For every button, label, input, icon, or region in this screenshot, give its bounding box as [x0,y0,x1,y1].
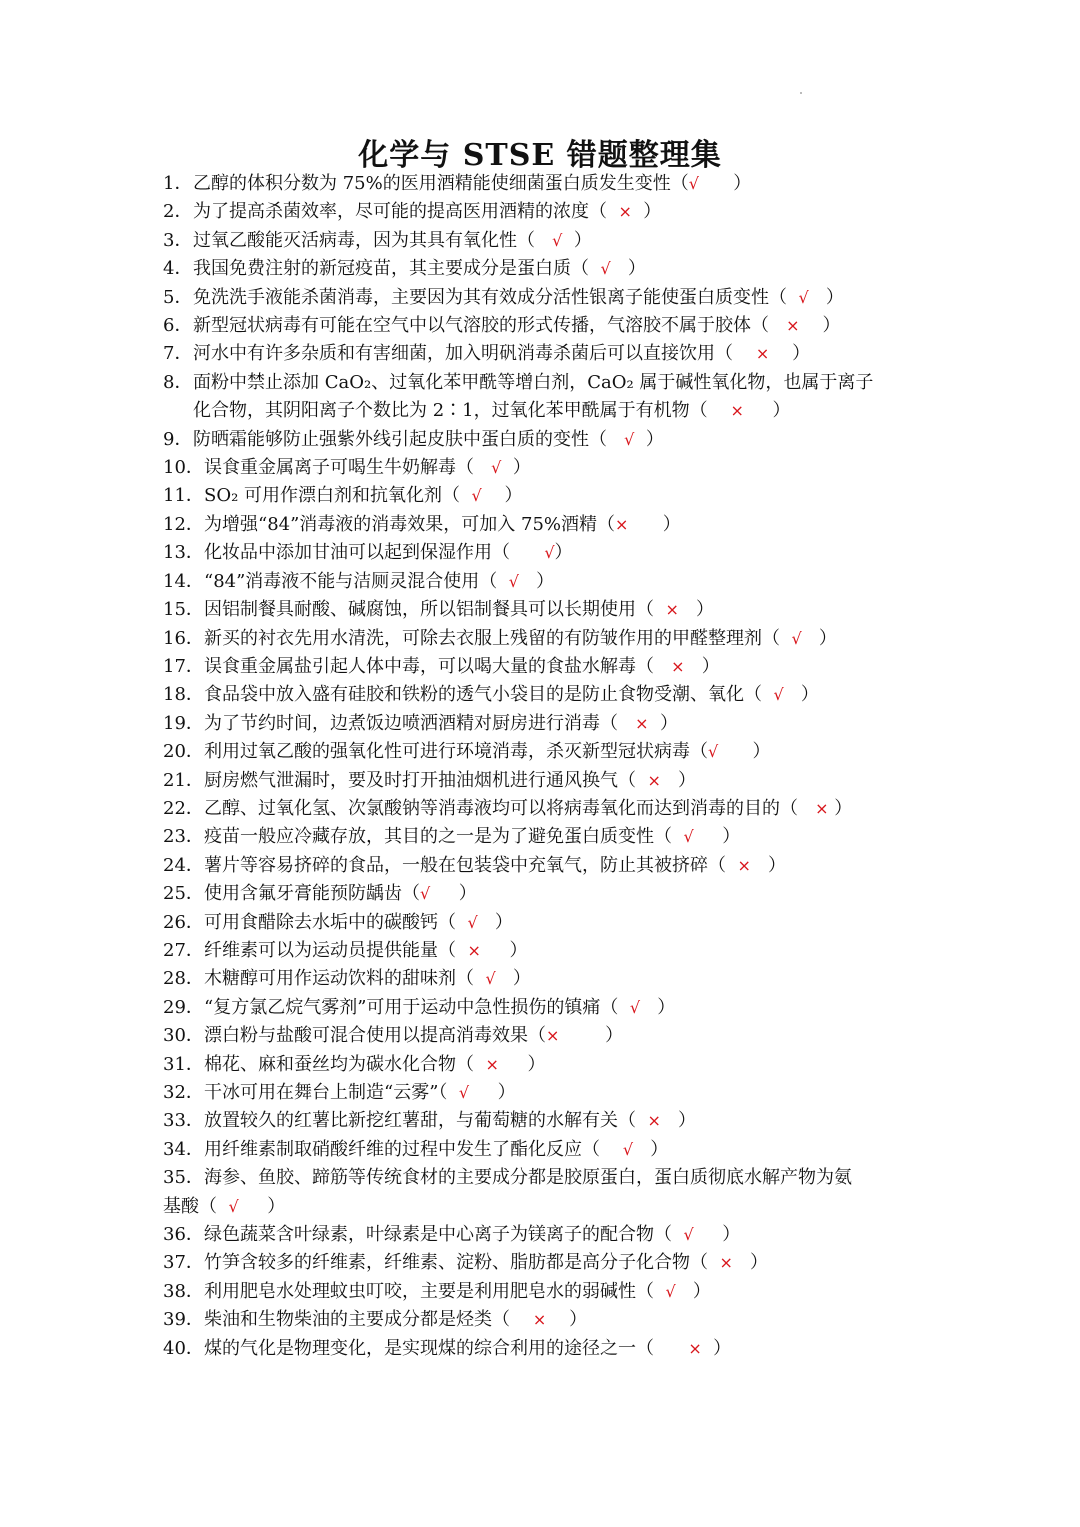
check-mark-icon: √ [683,827,694,847]
answer-paren-close: ） [518,570,555,592]
check-mark-icon: √ [688,174,699,193]
question-item [163,994,933,1022]
question-text: 煤的气化是物理变化，是实现煤的综合利用的途径之一（ [204,1337,689,1359]
page-title: 化学与 STSE 错题整理集 [358,138,722,173]
page-speck [800,92,802,94]
question-item [163,170,933,198]
answer-paren-close: ） [693,1224,741,1246]
check-mark-icon: √ [798,287,809,307]
question-number: 27． [163,939,204,961]
cross-mark-icon: × [665,600,679,620]
question-number: 14． [163,570,204,592]
question-number: 22． [163,797,204,819]
answer-paren-close: ） [546,1309,588,1331]
question-item [163,1136,933,1164]
answer-paren-close: ） [634,428,664,450]
question-item [163,1079,933,1107]
question-number: 19． [163,712,204,734]
check-mark-icon: √ [458,1083,470,1102]
question-number: 37． [163,1252,204,1274]
question-number: 26． [163,911,204,933]
question-item [163,1164,933,1221]
question-text: 竹笋含较多的纤维素，纤维素、淀粉、脂肪都是高分子化合物（ [204,1252,720,1274]
question-number: 7． [163,343,193,365]
check-mark-icon: √ [471,486,482,506]
question-item [163,1022,933,1050]
question-item [163,539,933,567]
question-text: 免洗洗手液能杀菌消毒，主要因为其有效成分活性银离子能使蛋白质变性（ [193,286,799,308]
check-mark-icon: √ [791,628,802,648]
question-item [163,937,933,965]
answer-paren-close: ） [628,513,681,535]
answer-paren-close: ） [769,343,811,365]
question-item [163,1306,933,1334]
question-number: 34． [163,1138,204,1160]
answer-paren-close: ） [633,1138,669,1160]
answer-paren-close: ） [684,655,720,677]
question-text: 放置较久的红薯比新挖红薯甜，与葡萄糖的水解有关（ [204,1110,648,1132]
question-text: 柴油和生物柴油的主要成分都是烃类（ [204,1309,533,1331]
cross-mark-icon: × [737,855,751,875]
cross-mark-icon: × [786,316,800,336]
cross-mark-icon: × [647,770,661,790]
question-text: 为增强“84”消毒液的消毒效果，可加入 75%酒精（ [204,513,616,535]
question-text: 河水中有许多杂质和有害细菌，加入明矾消毒杀菌后可以直接饮用（ [193,343,756,365]
question-item [163,1051,933,1079]
question-item [163,568,933,596]
cross-mark-icon: × [815,798,829,818]
question-text: “复方氯乙烷气雾剂”可用于运动中急性损伤的镇痛（ [204,996,630,1018]
question-text: 误食重金属离子可喝生牛奶解毒（ [204,457,492,479]
question-text: 棉花、麻和蚕丝均为碳水化合物（ [204,1053,486,1075]
question-text: 厨房燃气泄漏时，要及时打开抽油烟机进行通风换气（ [204,769,648,791]
answer-paren-close: ） [430,883,477,905]
answer-paren-close: ） [501,457,531,479]
check-mark-icon: √ [708,742,719,762]
cross-mark-icon: × [485,1054,499,1074]
cross-mark-icon: × [688,1338,702,1358]
answer-paren-close: ） [562,229,592,251]
cross-mark-icon: × [647,1111,661,1131]
question-number: 20． [163,741,204,763]
question-number: 32． [163,1082,204,1103]
check-mark-icon: √ [420,884,431,904]
answer-paren-close: ） [238,1195,286,1217]
question-item [163,1221,933,1249]
answer-paren-close: ） [559,1025,624,1047]
question-item [163,1335,933,1363]
question-number: 29． [163,996,204,1018]
check-mark-icon: √ [622,1139,634,1159]
answer-paren-close: ） [808,286,844,308]
question-number: 16． [163,627,204,649]
question-number: 9． [163,428,193,450]
question-item [163,426,933,454]
question-text: 过氧乙酸能灭活病毒，因为其具有氧化性（ [193,229,553,251]
answer-paren-close: ） [631,201,662,223]
question-number: 24． [163,854,204,876]
question-text: 疫苗一般应冷藏存放，其目的之一是为了避免蛋白质变性（ [204,826,684,848]
question-item [163,198,933,226]
check-mark-icon: √ [629,997,641,1017]
check-mark-icon: √ [491,458,502,478]
question-item [163,1107,933,1135]
question-text: 纤维素可以为运动员提供能量（ [204,939,468,961]
cross-mark-icon: × [755,344,770,364]
question-text: 利用肥皂水处理蚊虫叮咬，主要是利用肥皂水的弱碱性（ [204,1280,666,1302]
answer-paren-close: ） [675,1280,711,1302]
answer-paren-close: ） [698,173,752,194]
question-number: 31． [163,1053,204,1075]
question-number: 30． [163,1025,204,1047]
answer-paren-close: ） [701,1337,732,1359]
answer-paren-close: ） [660,769,697,791]
answer-paren-close: ） [783,684,819,706]
question-number: 6． [163,315,193,337]
question-number: 33． [163,1110,204,1132]
cross-mark-icon: × [719,1253,733,1273]
cross-mark-icon: × [467,940,481,960]
question-item [163,1249,933,1277]
answer-paren-close: ） [481,485,523,507]
question-item [163,454,933,482]
question-item [163,880,933,908]
answer-paren-close: ） [469,1082,516,1103]
question-text: 使用含氟牙膏能预防龋齿（ [204,883,420,905]
question-text: 为了提高杀菌效率，尽可能的提高医用酒精的浓度（ [193,201,619,223]
question-item [163,511,933,539]
question-text-line2: 化合物，其阴阳离子个数比为 2∶1，过氧化苯甲酰属于有机物（ [193,400,731,422]
question-text: 薯片等容易挤碎的食品，一般在包装袋中充氧气，防止其被挤碎（ [204,854,738,876]
question-item [163,965,933,993]
question-text: 为了节约时间，边煮饭边喷洒酒精对厨房进行消毒（ [204,712,636,734]
question-item [163,369,933,426]
question-text: 误食重金属盐引起人体中毒，可以喝大量的食盐水解毒（ [204,655,672,677]
question-item [163,227,933,255]
question-text: 新型冠状病毒有可能在空气中以气溶胶的形式传播，气溶胶不属于胶体（ [193,315,787,337]
question-text-continued [163,1193,933,1221]
answer-paren-close: ） [480,939,528,961]
question-number: 23． [163,826,204,848]
question-text: 可用食醋除去水垢中的碳酸钙（ [204,911,468,933]
check-mark-icon: √ [683,1225,694,1245]
question-item [163,596,933,624]
question-text: SO₂ 可用作漂白剂和抗氧化剂（ [204,485,472,507]
question-number: 28． [163,968,204,990]
question-number: 10． [163,457,204,479]
question-number: 39． [163,1309,204,1331]
cross-mark-icon: × [671,656,685,676]
question-text: 食品袋中放入盛有硅胶和铁粉的透气小袋目的是防止食物受潮、氧化（ [204,684,774,706]
question-item [163,710,933,738]
question-text: 乙醇、过氧化氢、次氯酸钠等消毒液均可以将病毒氧化而达到消毒的目的（ [204,797,816,819]
answer-paren-close: ） [648,712,679,734]
question-text-line2: 基酸（ [163,1195,229,1217]
question-item [163,767,933,795]
question-text: 新买的衬衣先用水清洗，可除去衣服上残留的有防皱作用的甲醛整理剂（ [204,627,792,649]
question-item [163,681,933,709]
question-item [163,1278,933,1306]
check-mark-icon: √ [508,571,519,591]
check-mark-icon: √ [467,912,478,932]
answer-paren-close: ） [828,797,853,819]
answer-paren-close: ） [801,627,837,649]
question-number: 12． [163,513,204,535]
answer-paren-close: ） [750,854,787,876]
question-item [163,625,933,653]
answer-paren-close: ） [718,741,771,763]
question-text: 用纤维素制取硝酸纤维的过程中发生了酯化反应（ [204,1138,623,1160]
question-item [163,255,933,283]
answer-paren-close: ） [693,826,741,848]
question-number: 25． [163,883,204,905]
answer-paren-close: ） [743,400,791,422]
question-item [163,312,933,340]
question-number: 40． [163,1337,204,1359]
check-mark-icon: √ [485,969,496,989]
check-mark-icon: √ [624,429,635,449]
check-mark-icon: √ [228,1196,239,1216]
question-text: 面粉中禁止添加 CaO₂、过氧化苯甲酰等增白剂，CaO₂ 属于碱性氧化物，也属于离子 [193,371,874,393]
question-number: 4． [163,258,193,280]
question-item [163,284,933,312]
check-mark-icon: √ [600,259,611,279]
question-number: 35． [163,1167,204,1189]
question-number: 2． [163,201,193,223]
question-text: 绿色蔬菜含叶绿素，叶绿素是中心离子为镁离子的配合物（ [204,1224,684,1246]
question-item [163,823,933,851]
question-text: 利用过氧乙酸的强氧化性可进行环境消毒，杀灭新型冠状病毒（ [204,741,708,763]
question-number: 5． [163,286,193,308]
question-number: 3． [163,229,193,251]
cross-mark-icon: × [618,202,632,222]
question-number: 1． [163,173,193,194]
question-number: 36． [163,1224,204,1246]
answer-paren-close: ） [495,968,531,990]
question-number: 8． [163,371,193,393]
question-item [163,795,933,823]
answer-paren-close: ） [640,996,676,1018]
question-item [163,340,933,368]
question-number: 13． [163,542,204,564]
answer-paren-close: ） [610,258,646,280]
check-mark-icon: √ [544,543,555,563]
question-text-continued [163,397,933,425]
cross-mark-icon: × [546,1026,560,1046]
answer-paren-close: ） [660,1110,697,1132]
question-number: 17． [163,655,204,677]
answer-paren-close: ） [498,1053,546,1075]
cross-mark-icon: × [635,713,649,733]
check-mark-icon: √ [665,1281,676,1301]
question-text: 海参、鱼胶、蹄筋等传统食材的主要成分都是胶原蛋白，蛋白质彻底水解产物为氨 [204,1167,852,1189]
cross-mark-icon: × [730,401,744,421]
question-text: 我国免费注射的新冠疫苗，其主要成分是蛋白质（ [193,258,601,280]
question-item [163,738,933,766]
question-list [163,170,933,1363]
question-text: 因铝制餐具耐酸、碱腐蚀，所以铝制餐具可以长期使用（ [204,599,666,621]
question-text: 化妆品中添加甘油可以起到保湿作用（ [204,542,545,564]
cross-mark-icon: × [532,1310,547,1330]
question-item [163,852,933,880]
answer-paren-close: ） [732,1252,769,1274]
cross-mark-icon: × [615,514,629,534]
question-number: 38． [163,1280,204,1302]
question-text: 干冰可用在舞台上制造“云雾”（ [204,1082,459,1103]
question-item [163,482,933,510]
question-number: 11． [163,485,204,507]
question-text: 木糖醇可用作运动饮料的甜味剂（ [204,968,486,990]
question-text: 乙醇的体积分数为 75%的医用酒精能使细菌蛋白质发生变性（ [193,173,689,194]
question-text: 漂白粉与盐酸可混合使用以提高消毒效果（ [204,1025,546,1047]
question-text: 防晒霜能够防止强紫外线引起皮肤中蛋白质的变性（ [193,428,625,450]
question-number: 18． [163,684,204,706]
answer-paren-close: ） [678,599,715,621]
question-number: 21． [163,769,204,791]
question-item [163,653,933,681]
question-number: 15． [163,599,204,621]
question-text: “84”消毒液不能与洁厕灵混合使用（ [204,570,509,592]
question-item [163,909,933,937]
answer-paren-close: ） [554,542,573,564]
check-mark-icon: √ [552,230,563,250]
answer-paren-close: ） [477,911,513,933]
check-mark-icon: √ [773,685,784,705]
answer-paren-close: ） [799,315,841,337]
